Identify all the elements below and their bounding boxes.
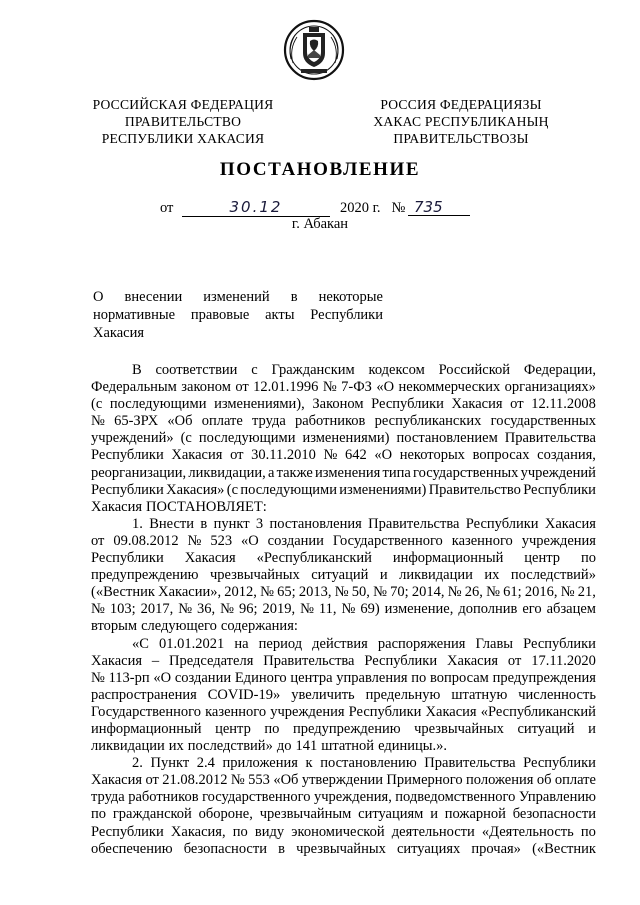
- header-left-line-3: РЕСПУБЛИКИ ХАКАСИЯ: [101, 131, 265, 146]
- subject-word: Республики: [310, 307, 383, 323]
- subject-word: акты: [265, 307, 295, 323]
- body-line: вторым следующего содержания:: [91, 618, 298, 635]
- document-title: ПОСТАНОВЛЕНИЕ: [219, 159, 421, 180]
- body-line: от 09.08.2012 № 523 «О создании Государственного казенного учреждения: [91, 532, 596, 549]
- header-right-line-1: РОССИЯ ФЕДЕРАЦИЯЗЫ: [380, 97, 542, 112]
- header-left-line-1: РОССИЙСКАЯ ФЕДЕРАЦИЯ: [92, 97, 274, 112]
- body-line: Республики Хакасия от 30.11.2010 № 642 «О некоторых вопросах создания,: [91, 447, 596, 464]
- subject-word: в: [290, 289, 298, 305]
- body-line: 1. Внести в пункт 3 постановления Правительства Республики Хакасия: [132, 515, 596, 532]
- subject-line: [93, 288, 383, 306]
- handwritten-date: 30.12: [182, 198, 330, 217]
- body-line: № 103; 2017, № 36, № 96; 2019, № 11, № 69) изменение, дополнив его абзацем: [91, 601, 596, 618]
- body-line: учреждений» (с последующими изменениями) постановлением Правительства: [91, 430, 596, 447]
- header-left-line-2: ПРАВИТЕЛЬСТВО: [124, 114, 242, 129]
- body-line: № 65-ЗРХ «Об оплате труда работников республиканских государственных: [91, 413, 596, 430]
- body-line: Федеральным законом от 12.01.1996 № 7-ФЗ «О некоммерческих организациях»: [91, 379, 596, 396]
- subject-word: Хакасия: [93, 325, 145, 341]
- subject-line: [93, 324, 383, 342]
- subject-word: внесении: [124, 289, 183, 305]
- body-line: информационный центр по предупреждению чрезвычайных ситуаций и: [91, 720, 596, 737]
- body-line: обеспечению безопасности в чрезвычайных ситуациях прочая» («Вестник: [91, 840, 596, 857]
- date-prefix: от: [160, 200, 174, 216]
- body-line: Республики Хакасия, по виду экономической деятельности «Деятельность по: [91, 823, 596, 840]
- body-line: ликвидации их последствий» до 141 штатной единицы.».: [91, 738, 447, 755]
- body-line: предупреждению чрезвычайных ситуаций и ликвидации их последствий»: [91, 567, 596, 584]
- handwritten-number: 735: [408, 198, 470, 216]
- coat-of-arms-emblem: [283, 19, 345, 81]
- city-line: г. Абакан: [291, 216, 349, 232]
- body-line: («Вестник Хакасии», 2012, № 65; 2013, № 50, № 70; 2014, № 26, № 61; 2016, № 21,: [91, 584, 596, 601]
- body-line: Хакасия ПОСТАНОВЛЯЕТ:: [91, 498, 267, 515]
- body-line: 2. Пункт 2.4 приложения к постановлению Правительства Республики: [132, 755, 596, 772]
- document-body: [91, 362, 596, 858]
- body-line: № 113-рп «О создании Единого центра управления по вопросам предупреждения: [91, 669, 596, 686]
- subject-word: некоторые: [318, 289, 383, 305]
- subject-word: О: [93, 289, 104, 305]
- body-line: (с последующими изменениями), Законом Республики Хакасия от 12.11.2008: [91, 396, 596, 413]
- body-line: Хакасия – Председателя Правительства Республики Хакасия от 17.11.2020: [91, 652, 596, 669]
- header-left-block: [85, 96, 281, 147]
- body-line: В соответствии с Гражданским кодексом Российской Федерации,: [132, 362, 596, 378]
- body-line: по гражданской обороне, чрезвычайным ситуациям и пожарной безопасности: [91, 806, 596, 823]
- body-line: Хакасия от 21.08.2012 № 553 «Об утверждении Примерного положения об оплате: [91, 772, 596, 789]
- subject-word: изменений: [203, 289, 270, 305]
- body-line: Республики Хакасия» (с последующими изменениями) Правительство Республики: [91, 481, 596, 498]
- header-right-block: [367, 96, 555, 147]
- body-line: реорганизации, ликвидации, а также изменения типа государственных учреждений: [91, 464, 596, 481]
- body-line: труда работников государственного учреждения, подведомственного Управлению: [91, 789, 596, 806]
- subject-line: [93, 306, 383, 324]
- subject-word: правовые: [190, 307, 250, 323]
- header-right-line-2: ХАКАС РЕСПУБЛИКАНЫҢ: [373, 114, 549, 129]
- year-text: 2020 г.: [340, 200, 381, 216]
- body-line: «С 01.01.2021 на период действия распоряжения Главы Республики: [132, 635, 596, 652]
- number-sign: №: [391, 200, 406, 216]
- subject-block: [93, 288, 383, 342]
- header-right-line-3: ПРАВИТЕЛЬСТВОЗЫ: [393, 131, 529, 146]
- body-line: распространения COVID-19» увеличить предельную штатную численность: [91, 686, 596, 703]
- date-year: [340, 200, 405, 217]
- body-line: Республики Хакасия «Республиканский информационный центр по: [91, 550, 596, 567]
- body-line: Государственного казенного учреждения Республики Хакасия «Республиканский: [91, 703, 596, 720]
- subject-word: нормативные: [93, 307, 176, 323]
